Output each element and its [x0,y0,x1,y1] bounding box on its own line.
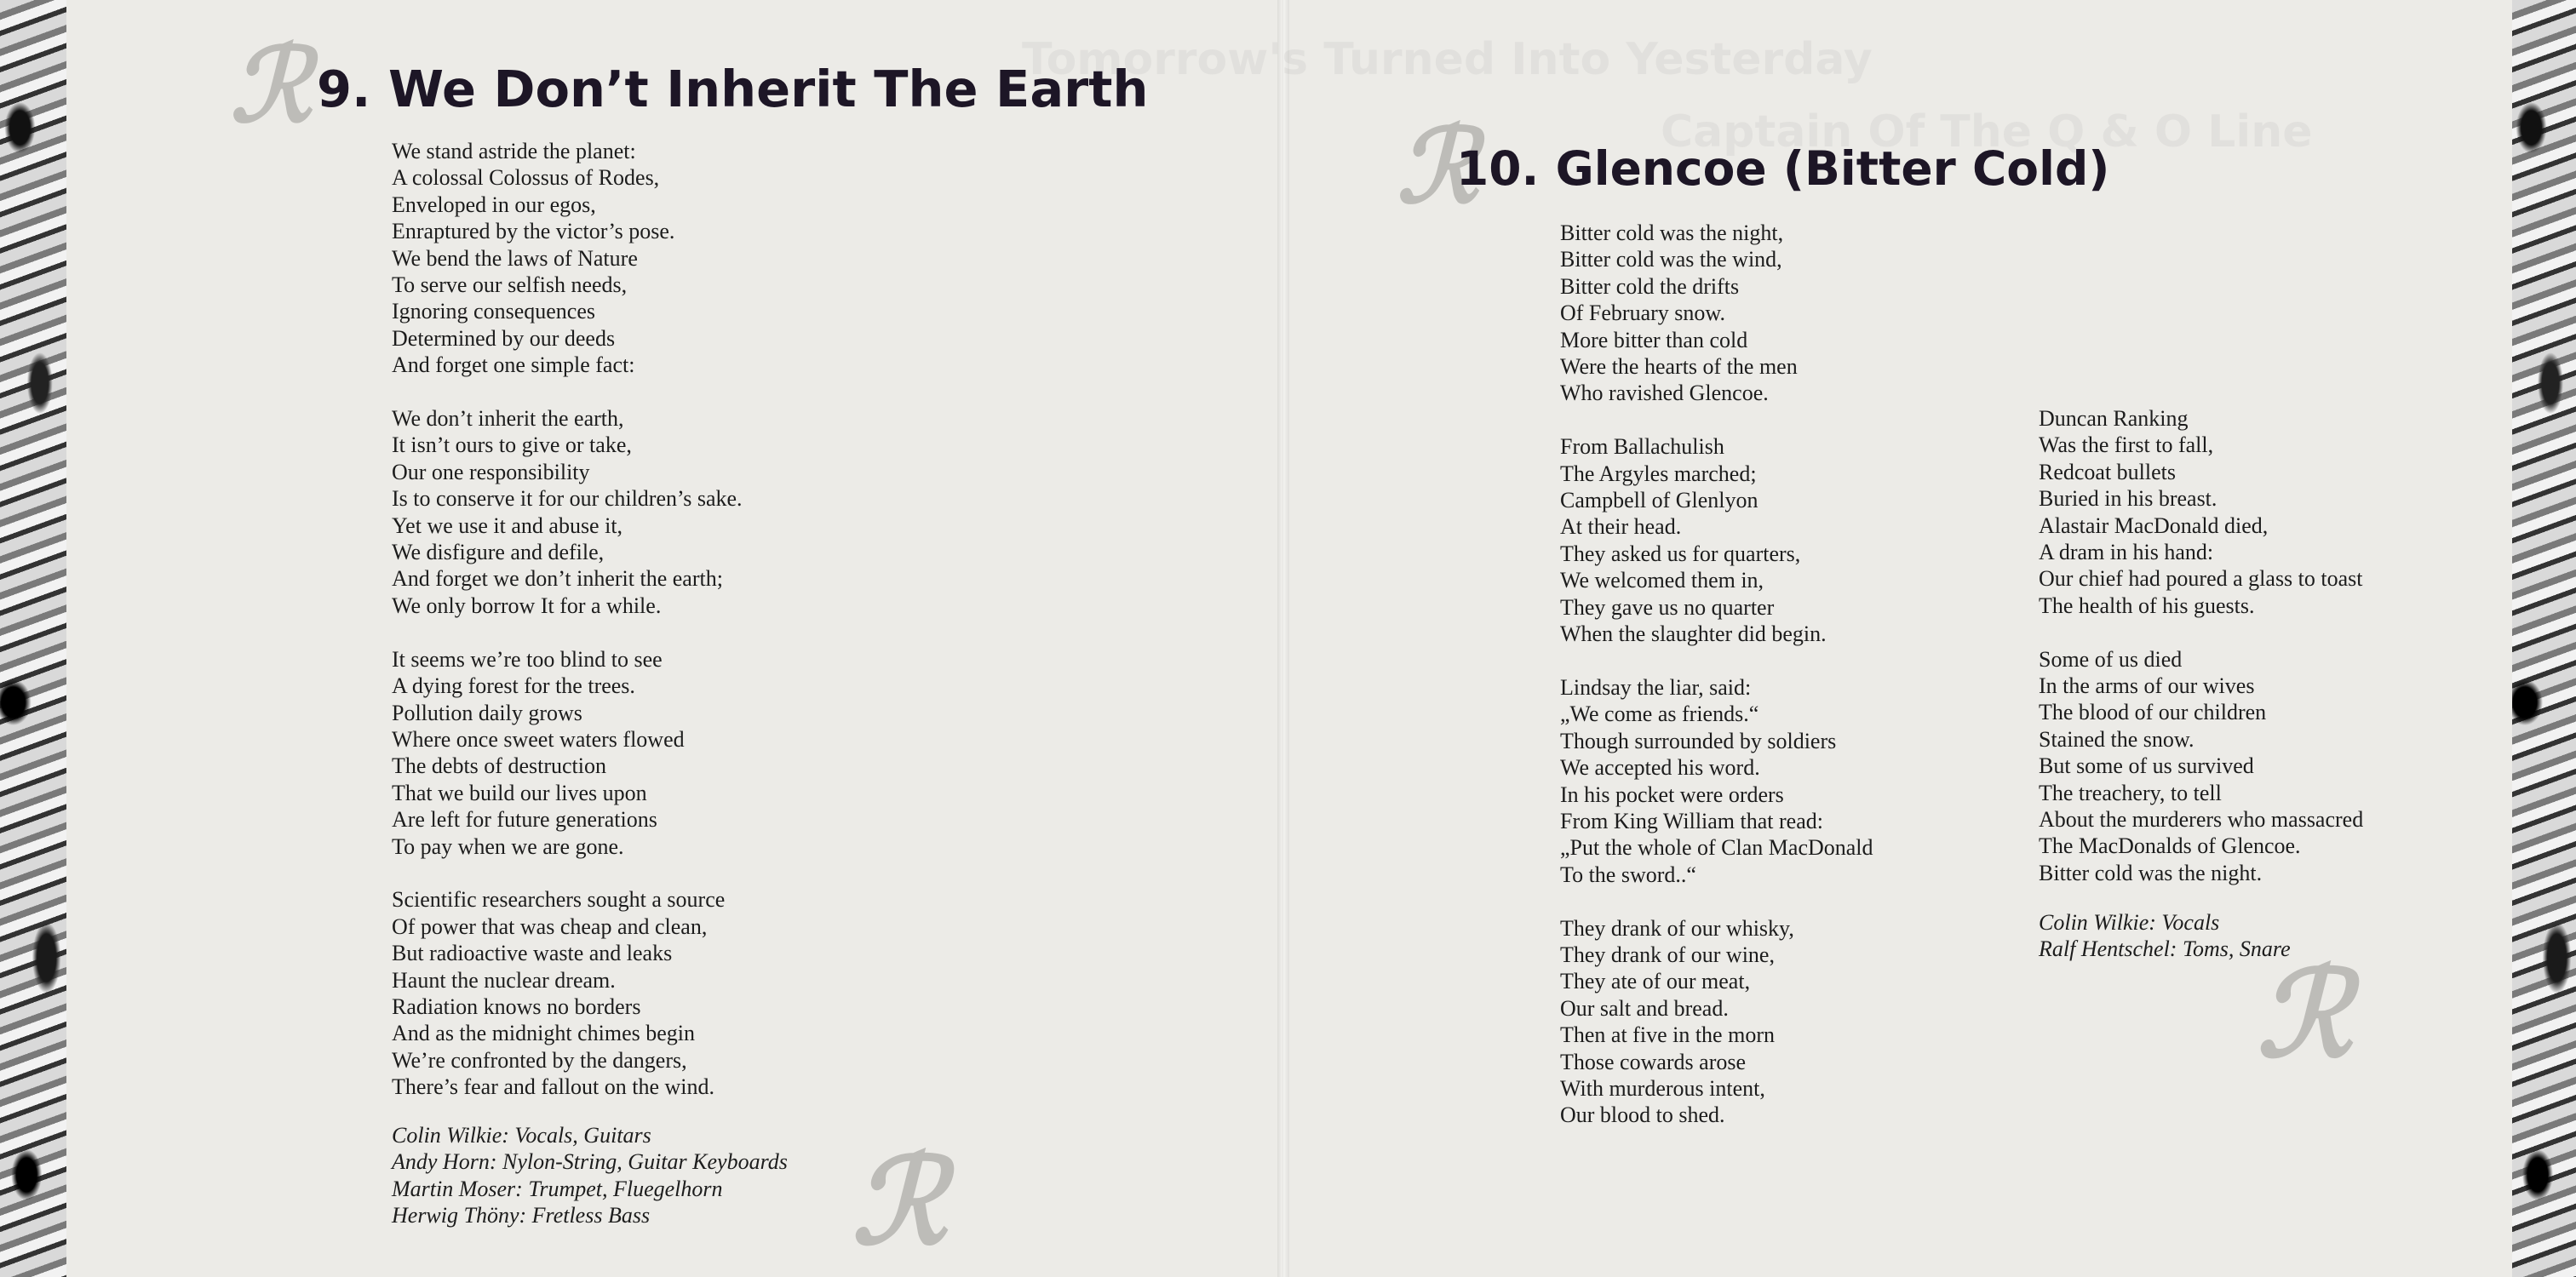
lyric-line: At their head. [1560,514,1682,540]
song-title-we-dont-inherit-the-earth: 9. We Don’t Inherit The Earth [317,60,1149,118]
lyrics-glencoe-column-2 [2039,405,2363,886]
credits-we-dont-inherit-the-earth [392,1122,788,1229]
lyric-line: Scientific researchers sought a source [392,887,726,913]
lyric-line: The blood of our children [2039,700,2267,725]
bleed-through-shadow [1022,34,1873,85]
credit-line: Martin Moser: Trumpet, Fluegelhorn [392,1176,723,1201]
ornament-icon: ℛ [1397,106,1463,226]
lyric-line: They gave us no quarter [1560,594,1775,620]
stanza [1560,220,1873,407]
lyric-line: Haunt the nuclear dream. [392,967,616,993]
stanza [392,138,743,379]
lyric-line: To pay when we are gone. [392,833,624,859]
lyric-line: And as the midnight chimes begin [392,1021,696,1046]
lyric-line: Stained the snow. [2039,726,2194,752]
lyric-line: When the slaughter did begin. [1560,621,1827,647]
credit-line: Colin Wilkie: Vocals, Guitars [392,1123,651,1148]
lyric-line: Enveloped in our egos, [392,192,596,217]
lyric-line: The debts of destruction [392,753,606,779]
lyric-line: That we build our lives upon [392,780,647,805]
lyric-line: They ate of our meat, [1560,969,1751,994]
lyric-line: „We come as friends.“ [1560,701,1759,727]
lyric-line: From King William that read: [1560,808,1823,833]
lyric-line: Duncan Ranking [2039,406,2189,431]
lyric-line: Yet we use it and abuse it, [392,513,623,538]
lyric-line: Our salt and bread. [1560,995,1729,1021]
song-title-glencoe: 10. Glencoe (Bitter Cold) [1456,141,2110,196]
lyric-line: „Put the whole of Clan MacDonald [1560,835,1873,861]
lyric-line: Ignoring consequences [392,299,595,324]
lyric-line: Were the hearts of the men [1560,354,1798,380]
lyric-line: The treachery, to tell [2039,780,2222,805]
credit-line: Andy Horn: Nylon-String, Guitar Keyboards [392,1149,788,1175]
lyric-line: A colossal Colossus of Rodes, [392,165,660,191]
lyric-line: We accepted his word. [1560,755,1760,781]
lyric-line: But radioactive waste and leaks [392,941,673,966]
lyric-line: In the arms of our wives [2039,673,2255,699]
lyric-line: Though surrounded by soldiers [1560,728,1837,753]
lyric-line: We don’t inherit the earth, [392,406,624,432]
lyric-line: Some of us died [2039,646,2183,672]
lyric-line: We stand astride the planet: [392,139,636,163]
lyric-line: Where once sweet waters flowed [392,726,685,752]
right-edge-pattern [2512,0,2576,1277]
lyrics-we-dont-inherit-the-earth [392,138,743,1101]
stanza [1560,433,1873,647]
lyric-line: They asked us for quarters, [1560,541,1801,566]
lyric-line: It isn’t ours to give or take, [392,432,632,458]
lyric-line: Are left for future generations [392,807,657,833]
lyric-line: Our chief had poured a glass to toast [2039,566,2363,592]
lyric-line: To the sword..“ [1560,862,1696,887]
stanza [392,886,743,1100]
lyric-line: We only borrow It for a while. [392,593,662,618]
lyric-line: Bitter cold was the night, [1560,220,1784,245]
ornament-icon: ℛ [2257,945,2337,1085]
lyric-line: More bitter than cold [1560,327,1748,352]
lyric-line: Those cowards arose [1560,1049,1747,1074]
lyric-line: Buried in his breast. [2039,486,2217,512]
lyric-line: To serve our selfish needs, [392,272,628,298]
lyric-line: About the murderers who massacred [2039,807,2364,833]
stanza [2039,646,2363,887]
lyric-line: Determined by our deeds [392,325,616,351]
stanza [392,405,743,619]
credit-line: Colin Wilkie: Vocals [2039,910,2220,935]
lyric-line: But some of us survived [2039,753,2254,779]
lyric-line: We welcomed them in, [1560,568,1764,593]
lyric-line: Radiation knows no borders [392,994,641,1019]
lyric-line: They drank of our wine, [1560,942,1775,967]
stanza [392,646,743,860]
ornament-icon: ℛ [230,26,296,146]
left-edge-pattern [0,0,66,1277]
lyric-line: They drank of our whisky, [1560,915,1794,941]
stanza [1560,915,1873,1129]
lyric-line: It seems we’re too blind to see [392,646,663,672]
lyric-line: Pollution daily grows [392,700,582,725]
lyric-line: Bitter cold was the wind, [1560,247,1782,272]
lyric-line: Our blood to shed. [1560,1102,1725,1128]
lyric-line: Of power that was cheap and clean, [392,913,708,939]
lyric-line: With murderous intent, [1560,1075,1765,1101]
credits-glencoe [2039,909,2291,963]
lyric-line: We’re confronted by the dangers, [392,1047,687,1073]
lyric-line: A dram in his hand: [2039,540,2214,565]
lyric-line: Lindsay the liar, said: [1560,674,1752,700]
credit-line: Ralf Hentschel: Toms, Snare [2039,936,2291,962]
lyric-line: Bitter cold the drifts [1560,273,1740,299]
booklet-fold [1277,0,1289,1277]
lyric-line: Bitter cold was the night. [2039,860,2263,885]
lyric-line: And forget we don’t inherit the earth; [392,566,723,592]
lyric-line: The Argyles marched; [1560,461,1757,486]
lyric-line: Redcoat bullets [2039,459,2177,484]
lyric-line: There’s fear and fallout on the wind. [392,1074,715,1100]
lyric-line: A dying forest for the trees. [392,673,635,699]
stanza [1560,674,1873,888]
lyric-line: Campbell of Glenlyon [1560,488,1758,513]
lyric-line: The health of his guests. [2039,593,2255,618]
lyrics-glencoe-column-1 [1560,220,1873,1129]
credit-line: Herwig Thöny: Fretless Bass [392,1203,651,1228]
lyric-line: Was the first to fall, [2039,432,2214,458]
lyric-line: Of February snow. [1560,301,1725,326]
lyric-line: From Ballachulish [1560,434,1724,460]
lyric-line: We disfigure and defile, [392,540,605,565]
lyric-line: Our one responsibility [392,459,590,484]
lyric-line: We bend the laws of Nature [392,245,638,271]
lyric-line: The MacDonalds of Glencoe. [2039,833,2301,859]
lyric-line: Alastair MacDonald died, [2039,513,2269,538]
stanza [2039,405,2363,619]
lyric-line: Enraptured by the victor’s pose. [392,219,675,244]
lyric-line: Is to conserve it for our children’s sake. [392,486,743,512]
lyric-line: Then at five in the morn [1560,1022,1775,1048]
ornament-icon: ℛ [852,1132,932,1272]
lyric-line: And forget one simple fact: [392,352,635,378]
lyric-line: In his pocket were orders [1560,782,1784,807]
lyric-line: Who ravished Glencoe. [1560,381,1769,406]
